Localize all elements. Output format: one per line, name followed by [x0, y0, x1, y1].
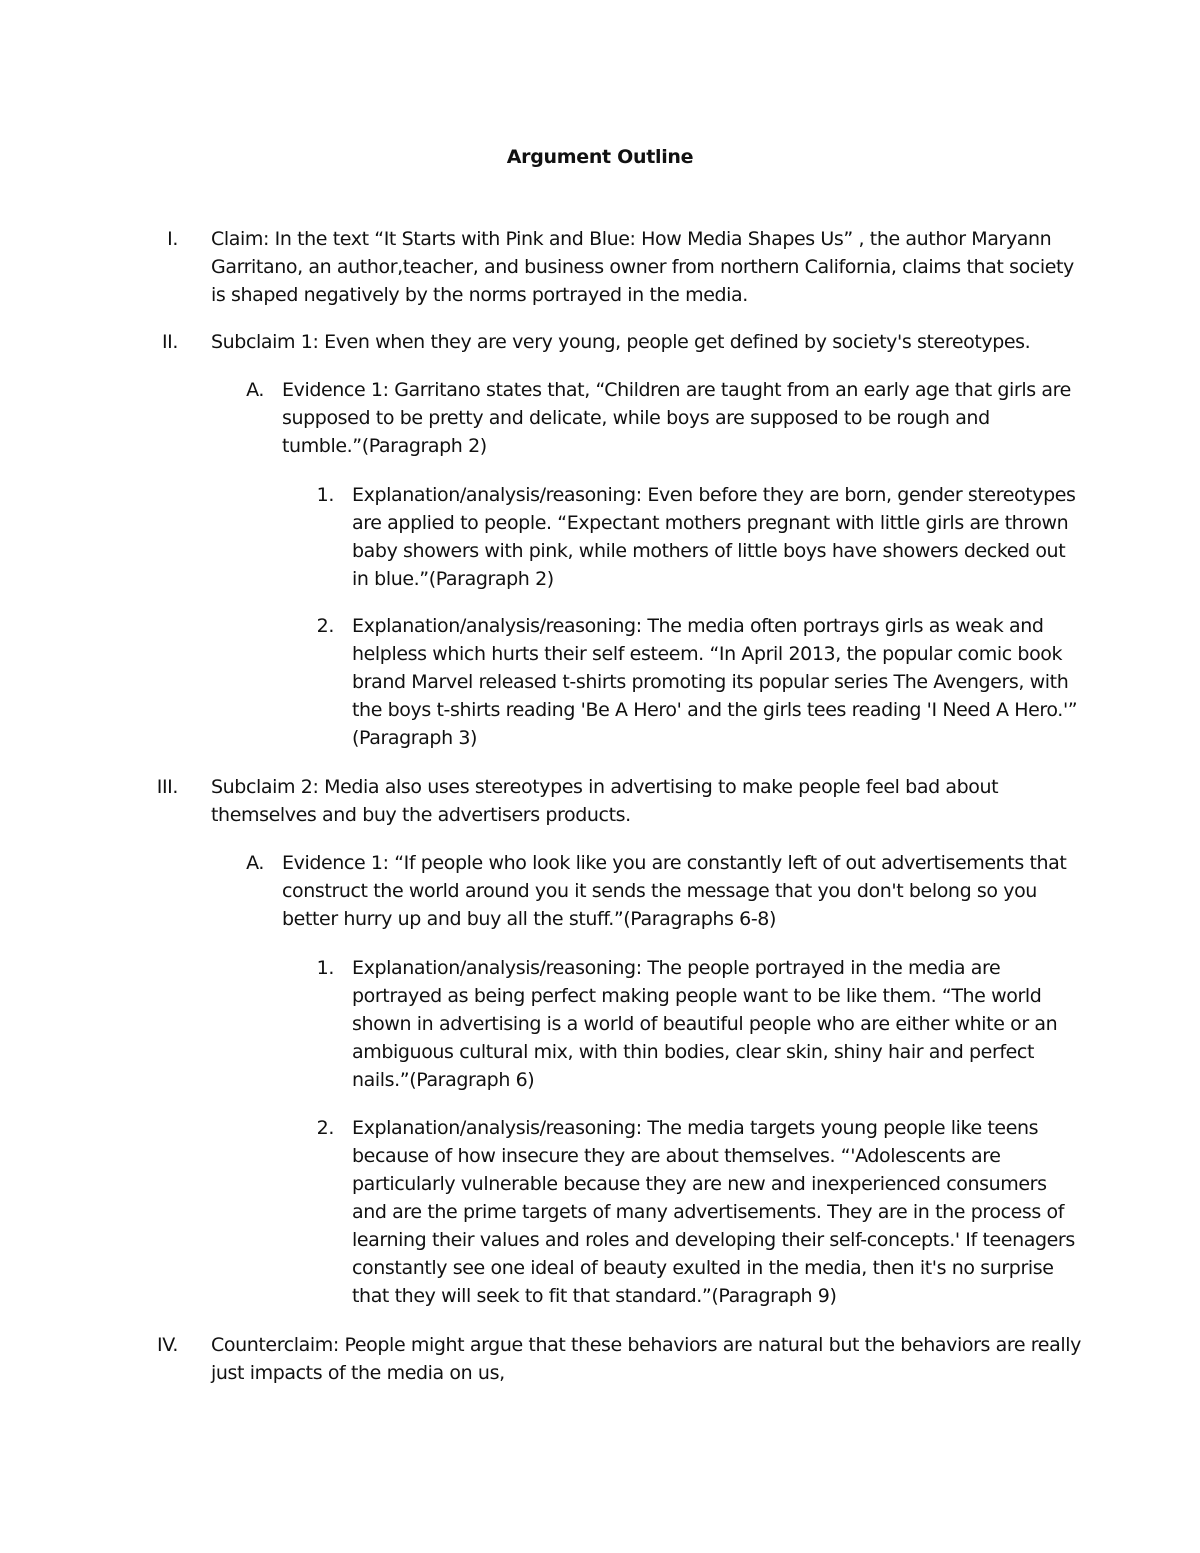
- subclaim-2-text: Subclaim 2: Media also uses stereotypes in advertising to make people feel bad about themselves and buy the advertisers products.: [211, 776, 999, 826]
- counterclaim-text: Counterclaim: People might argue that these behaviors are natural but the behaviors are really just impacts of the media on us,: [211, 1334, 1081, 1384]
- outline-marker: A.: [246, 379, 264, 401]
- outline-item-subclaim-2-explanation-2: [0, 1114, 1200, 1310]
- outline-marker: III.: [156, 776, 178, 798]
- outline-item-subclaim-2-explanation-1: [0, 954, 1200, 1094]
- outline-marker: IV.: [157, 1334, 178, 1356]
- outline-item-claim: [0, 225, 1200, 309]
- outline-item-subclaim-2: [0, 773, 1200, 829]
- outline-item-subclaim-1: [0, 328, 1200, 356]
- outline-marker: A.: [246, 852, 264, 874]
- explanation-text: Explanation/analysis/reasoning: The media often portrays girls as weak and helpless which hurts their self esteem. “In April 2013, the popular comic book brand Marvel released t-shirts promoting its popular series The Avengers, with the boys t-shirts reading 'Be A Hero' and the girls tees reading 'I Need A Hero.'” (Paragraph 3): [352, 615, 1078, 749]
- outline-marker: 1.: [316, 957, 334, 979]
- outline-item-subclaim-1-explanation-1: [0, 481, 1200, 593]
- outline-marker: I.: [167, 228, 178, 250]
- outline-item-subclaim-1-evidence: [0, 376, 1200, 460]
- outline-marker: 1.: [316, 484, 334, 506]
- outline-marker: 2.: [316, 615, 334, 637]
- claim-text: Claim: In the text “It Starts with Pink and Blue: How Media Shapes Us” , the author Maryann Garritano, an author,teacher, and business owner from northern California, claims that society is shaped negatively by the norms portrayed in the media.: [211, 228, 1074, 306]
- outline-item-counterclaim: [0, 1331, 1200, 1387]
- outline-marker: 2.: [316, 1117, 334, 1139]
- explanation-text: Explanation/analysis/reasoning: Even before they are born, gender stereotypes are applied to people. “Expectant mothers pregnant with little girls are thrown baby showers with pink, while mothers of little boys have showers decked out in blue.”(Paragraph 2): [352, 484, 1076, 590]
- explanation-text: Explanation/analysis/reasoning: The people portrayed in the media are portrayed as being perfect making people want to be like them. “The world shown in advertising is a world of beautiful people who are either white or an ambiguous cultural mix, with thin bodies, clear skin, shiny hair and perfect nails.”(Paragraph 6): [352, 957, 1058, 1091]
- evidence-text: Evidence 1: “If people who look like you are constantly left of out advertisements that construct the world around you it sends the message that you don't belong so you better hurry up and buy all the stuff.”(Paragraphs 6-8): [282, 852, 1067, 930]
- outline-marker: II.: [161, 331, 178, 353]
- outline-item-subclaim-1-explanation-2: [0, 612, 1200, 752]
- outline-item-subclaim-2-evidence: [0, 849, 1200, 933]
- explanation-text: Explanation/analysis/reasoning: The media targets young people like teens because of how insecure they are about themselves. “'Adolescents are particularly vulnerable because they are new and inexperienced consumers and are the prime targets of many advertisements. They are in the process of learning their values and roles and developing their self-concepts.' If teenagers constantly see one ideal of beauty exulted in the media, then it's no surprise that they will seek to fit that standard.”(Paragraph 9): [352, 1117, 1075, 1307]
- subclaim-1-text: Subclaim 1: Even when they are very young, people get defined by society's stereotypes.: [211, 331, 1031, 353]
- document-title: Argument Outline: [506, 146, 694, 168]
- evidence-text: Evidence 1: Garritano states that, “Children are taught from an early age that girls are supposed to be pretty and delicate, while boys are supposed to be rough and tumble.”(Paragraph 2): [282, 379, 1071, 457]
